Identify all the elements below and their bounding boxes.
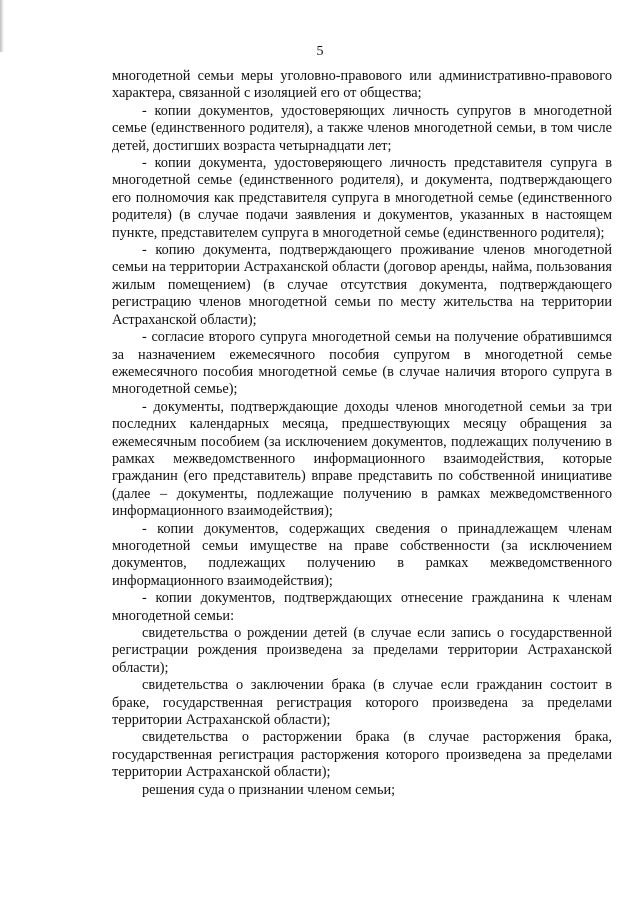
paragraph-income-docs: - документы, подтверждающие доходы членов многодетной семьи за три последних календарных месяца, предшествующих месяцу обращения за ежемесячным пособием (за исключением документов, подлежащих получению в рамках межведомственного информационного взаимодействия, которые гражданин (его представитель) вправе представить по собственной инициативе (далее – документы, подлежащие получению в рамках межведомственного информационного взаимодействия); [112,398,612,520]
paragraph-residence-docs: - копию документа, подтверждающего проживание членов многодетной семьи на территории Астраханской области (договор аренды, найма, пользования жилым помещением) (в случае отсутствия документа, подтверждающего регистрацию членов многодетной семьи по месту жительства на территории Астраханской области); [112,242,612,328]
page-number: 5 [316,44,324,59]
paragraph-marriage-certificate: свидетельства о заключении брака (в случае если гражданин состоит в браке, государственная регистрация которого произведена за пределами территории Астраханской области); [112,677,612,729]
paragraph-property-docs: - копии документов, содержащих сведения о принадлежащем членам многодетной семьи имуществе на праве собственности (за исключением документов, подлежащих получению в рамках межведомственного информационного взаимодействия); [112,520,612,589]
paragraph-divorce-certificate: свидетельства о расторжении брака (в случае расторжения брака, государственная регистрация расторжения которого произведена за пределами территории Астраханской области); [112,729,612,781]
paragraph-spouse-consent: - согласие второго супруга многодетной семьи на получение обратившимся за назначением ежемесячного пособия супругом в многодетной семье ежемесячного пособия многодетной семье (в случае наличия второго супруга в многодетной семье); [112,329,612,398]
paragraph-birth-certificates: свидетельства о рождении детей (в случае если запись о государственной регистрации рождения произведена за пределами территории Астраханской области); [112,625,612,676]
paragraph-identity-docs: - копии документов, удостоверяющих личность супругов в многодетной семье (единственного родителя), а также членов многодетной семьи, в том числе детей, достигших возраста четырнадцати лет; [112,102,612,154]
paragraph-family-membership-docs: - копии документов, подтверждающих отнесение гражданина к членам многодетной семьи: [112,590,612,624]
paragraph-representative-docs: - копии документа, удостоверяющего личность представителя супруга в многодетной семье (единственного родителя), и документа, подтверждающего его полномочия как представителя супруга в многодетной семье (единственного родителя) (в случае подачи заявления и документов, указанных в настоящем пункте, представителем супруга в многодетной семье (единственного родителя); [112,155,612,241]
document-body [112,68,612,799]
paragraph-continuation: многодетной семьи меры уголовно-правового или административно-правового характера, связанной с изоляцией его от общества; [112,68,612,102]
paragraph-court-decision: решения суда о признании членом семьи; [142,781,396,798]
